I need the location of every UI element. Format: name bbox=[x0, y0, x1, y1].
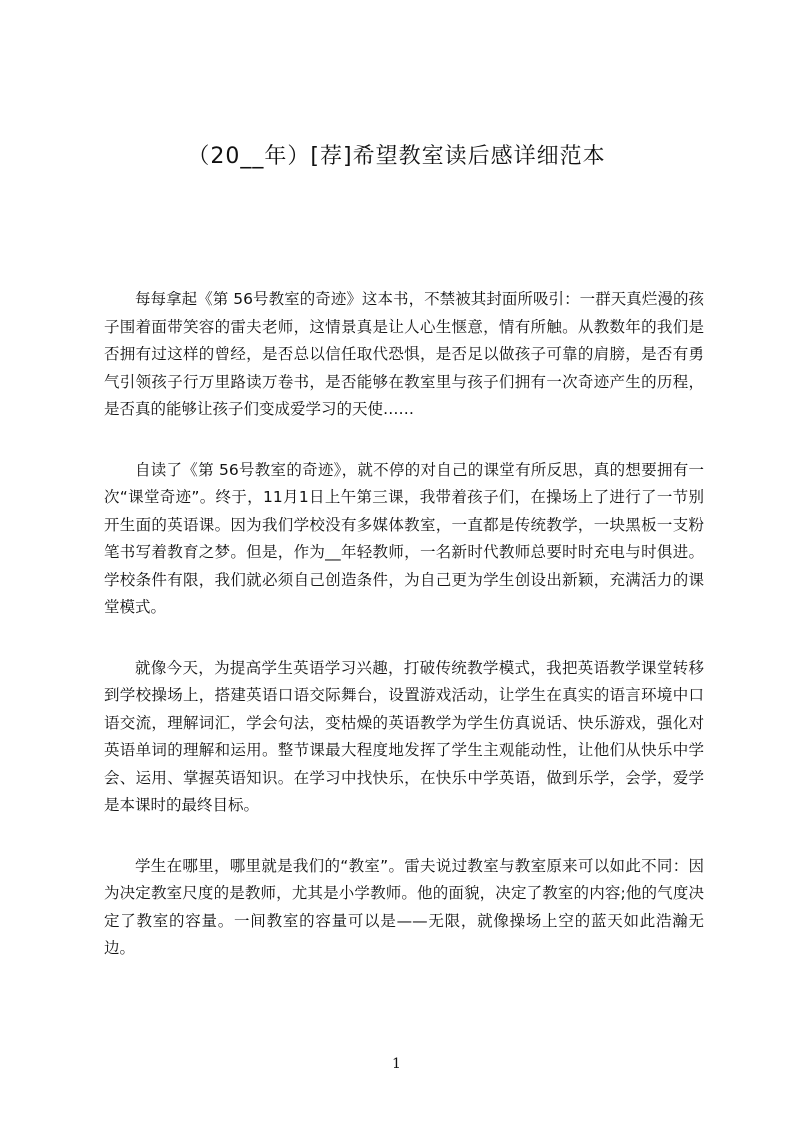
body-text bbox=[104, 286, 704, 996]
paragraph-1: 每每拿起《第 56号教室的奇迹》这本书，不禁被其封面所吸引：一群天真烂漫的孩子围着面带笑容的雷夫老师，这情景真是让人心生惬意，情有所触。从教数年的我们是否拥有过这样的曾经，是否总以信任取代恐惧，是否足以做孩子可靠的肩膀，是否有勇气引领孩子行万里路读万卷书，是否能够在教室里与孩子们拥有一次奇迹产生的历程，是否真的能够让孩子们变成爱学习的天使…… bbox=[104, 290, 704, 418]
paragraph-4: 学生在哪里，哪里就是我们的“教室”。雷夫说过教室与教室原来可以如此不同：因为决定教室尺度的是教师，尤其是小学教师。他的面貌，决定了教室的内容;他的气度决定了教室的容量。一间教室的容量可以是——无限，就像操场上空的蓝天如此浩瀚无边。 bbox=[104, 856, 704, 957]
page-title: （20__年）[荐]希望教室读后感详细范本 bbox=[187, 144, 606, 169]
page-number: 1 bbox=[392, 1056, 401, 1072]
paragraph-2: 自读了《第 56号教室的奇迹》，就不停的对自己的课堂有所反思，真的想要拥有一次“课堂奇迹”。终于，11月1日上午第三课，我带着孩子们，在操场上了进行了一节别开生面的英语课。因为我们学校没有多媒体教室，一直都是传统教学，一块黑板一支粉笔书写着教育之梦。但是，作为__年轻教师，一名新时代教师总要时时充电与时俱进。学校条件有限，我们就必须自己创造条件，为自己更为学生创设出新颖，充满活力的课堂模式。 bbox=[104, 460, 704, 616]
paragraph-3: 就像今天，为提高学生英语学习兴趣，打破传统教学模式，我把英语教学课堂转移到学校操场上，搭建英语口语交际舞台，设置游戏活动，让学生在真实的语言环境中口语交流，理解词汇，学会句法，变枯燥的英语教学为学生仿真说话、快乐游戏，强化对英语单词的理解和运用。整节课最大程度地发挥了学生主观能动性，让他们从快乐中学会、运用、掌握英语知识。在学习中找快乐，在快乐中学英语，做到乐学，会学，爱学是本课时的最终目标。 bbox=[104, 658, 704, 814]
